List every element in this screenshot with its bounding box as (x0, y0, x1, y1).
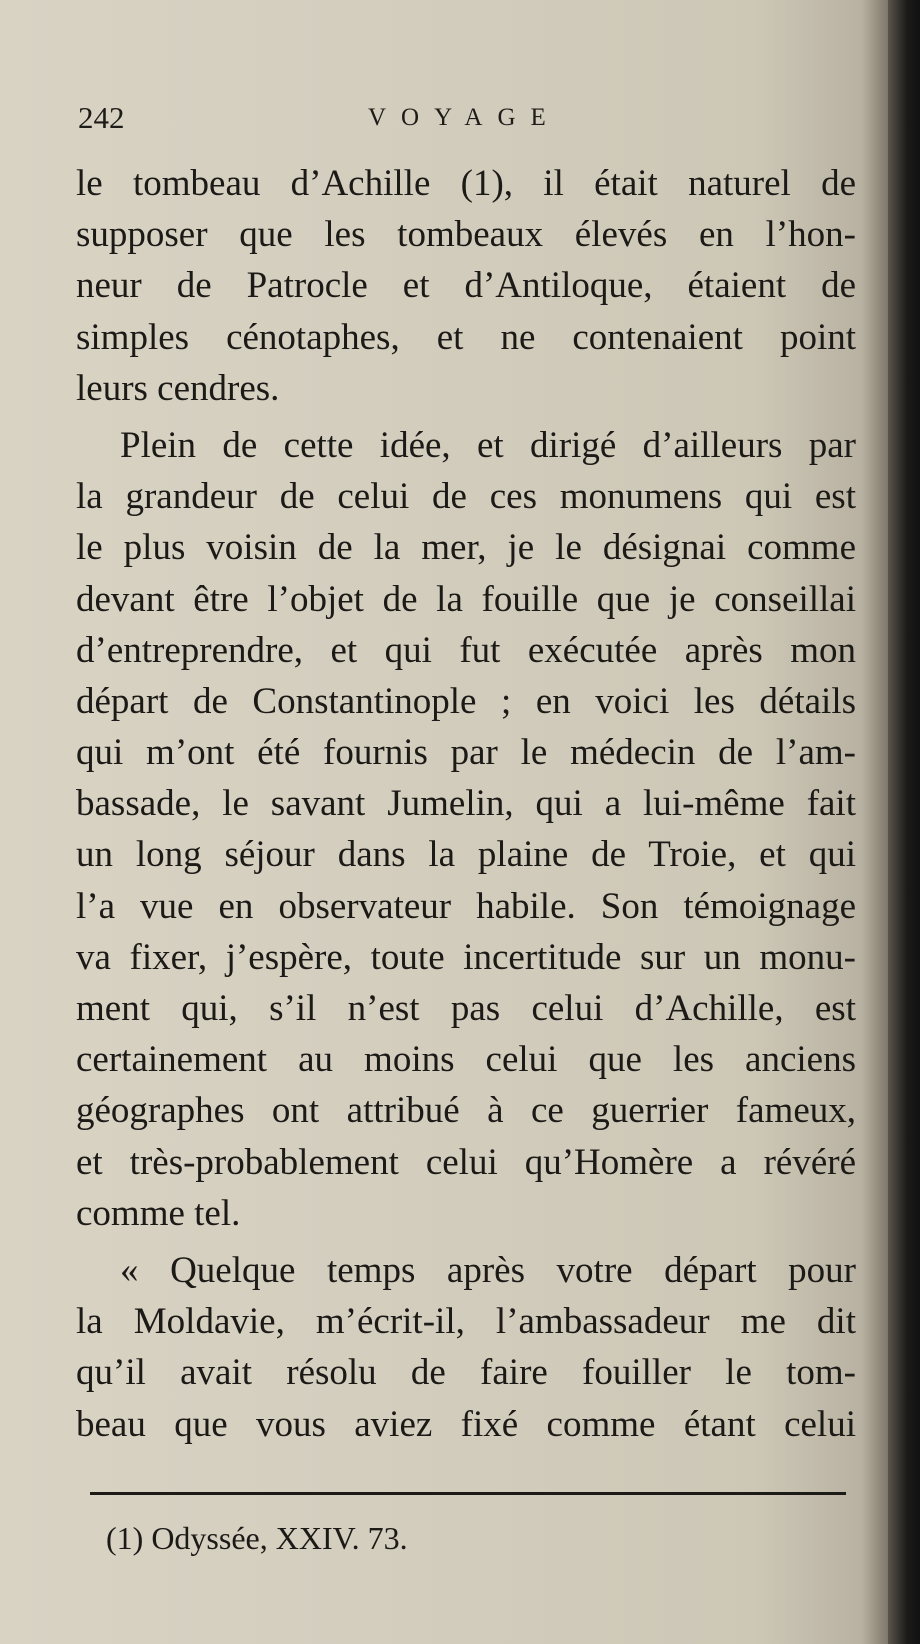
text-line: beau que vous aviez fixé comme étant celui (76, 1403, 856, 1445)
paragraph-2 (76, 420, 856, 1239)
text-line: comme tel. (76, 1192, 241, 1234)
book-gutter-shadow (888, 0, 920, 1644)
text-line: qui m’ont été fournis par le médecin de l’am- (76, 732, 856, 774)
body-text (76, 158, 856, 1450)
text-line: la Moldavie, m’écrit-il, l’ambassadeur me dit (76, 1301, 856, 1343)
text-line: un long séjour dans la plaine de Troie, et qui (76, 834, 856, 876)
running-title: VOYAGE (368, 104, 561, 131)
text-line: neur de Patrocle et d’Antiloque, étaient de (76, 265, 856, 307)
text-line: l’a vue en observateur habile. Son témoignage (76, 885, 856, 927)
text-line: qu’il avait résolu de faire fouiller le tom- (76, 1352, 856, 1394)
text-line: certainement au moins celui que les anciens (76, 1039, 856, 1081)
paragraph-1 (76, 158, 856, 414)
text-line: simples cénotaphes, et ne contenaient point (76, 316, 856, 358)
text-line: devant être l’objet de la fouille que je conseillai (76, 578, 856, 620)
text-line: bassade, le savant Jumelin, qui a lui-même fait (76, 783, 856, 825)
page-header (78, 100, 838, 144)
paragraph-3 (76, 1245, 856, 1450)
text-line: va fixer, j’espère, toute incertitude sur un monu- (76, 936, 856, 978)
text-line: ment qui, s’il n’est pas celui d’Achille, est (76, 988, 856, 1029)
text-line: la grandeur de celui de ces monumens qui est (76, 476, 856, 518)
text-line: géographes ont attribué à ce guerrier fameux, (76, 1090, 856, 1132)
text-line: leurs cendres. (76, 367, 280, 409)
text-line: Plein de cette idée, et dirigé d’ailleurs par (120, 424, 856, 466)
page-number: 242 (78, 100, 125, 135)
text-line: « Quelque temps après votre départ pour (120, 1249, 856, 1291)
text-line: d’entreprendre, et qui fut exécutée après mon (76, 629, 856, 671)
footnote-rule (90, 1492, 846, 1495)
text-line: départ de Constantinople ; en voici les détails (76, 680, 856, 722)
text-line: et très-probablement celui qu’Homère a révéré (76, 1141, 856, 1183)
footnote: (1) Odyssée, XXIV. 73. (106, 1520, 408, 1556)
text-line: supposer que les tombeaux élevés en l’hon- (76, 214, 856, 256)
text-line: le tombeau d’Achille (1), il était naturel de (76, 163, 856, 204)
text-line: le plus voisin de la mer, je le désignai comme (76, 527, 856, 569)
